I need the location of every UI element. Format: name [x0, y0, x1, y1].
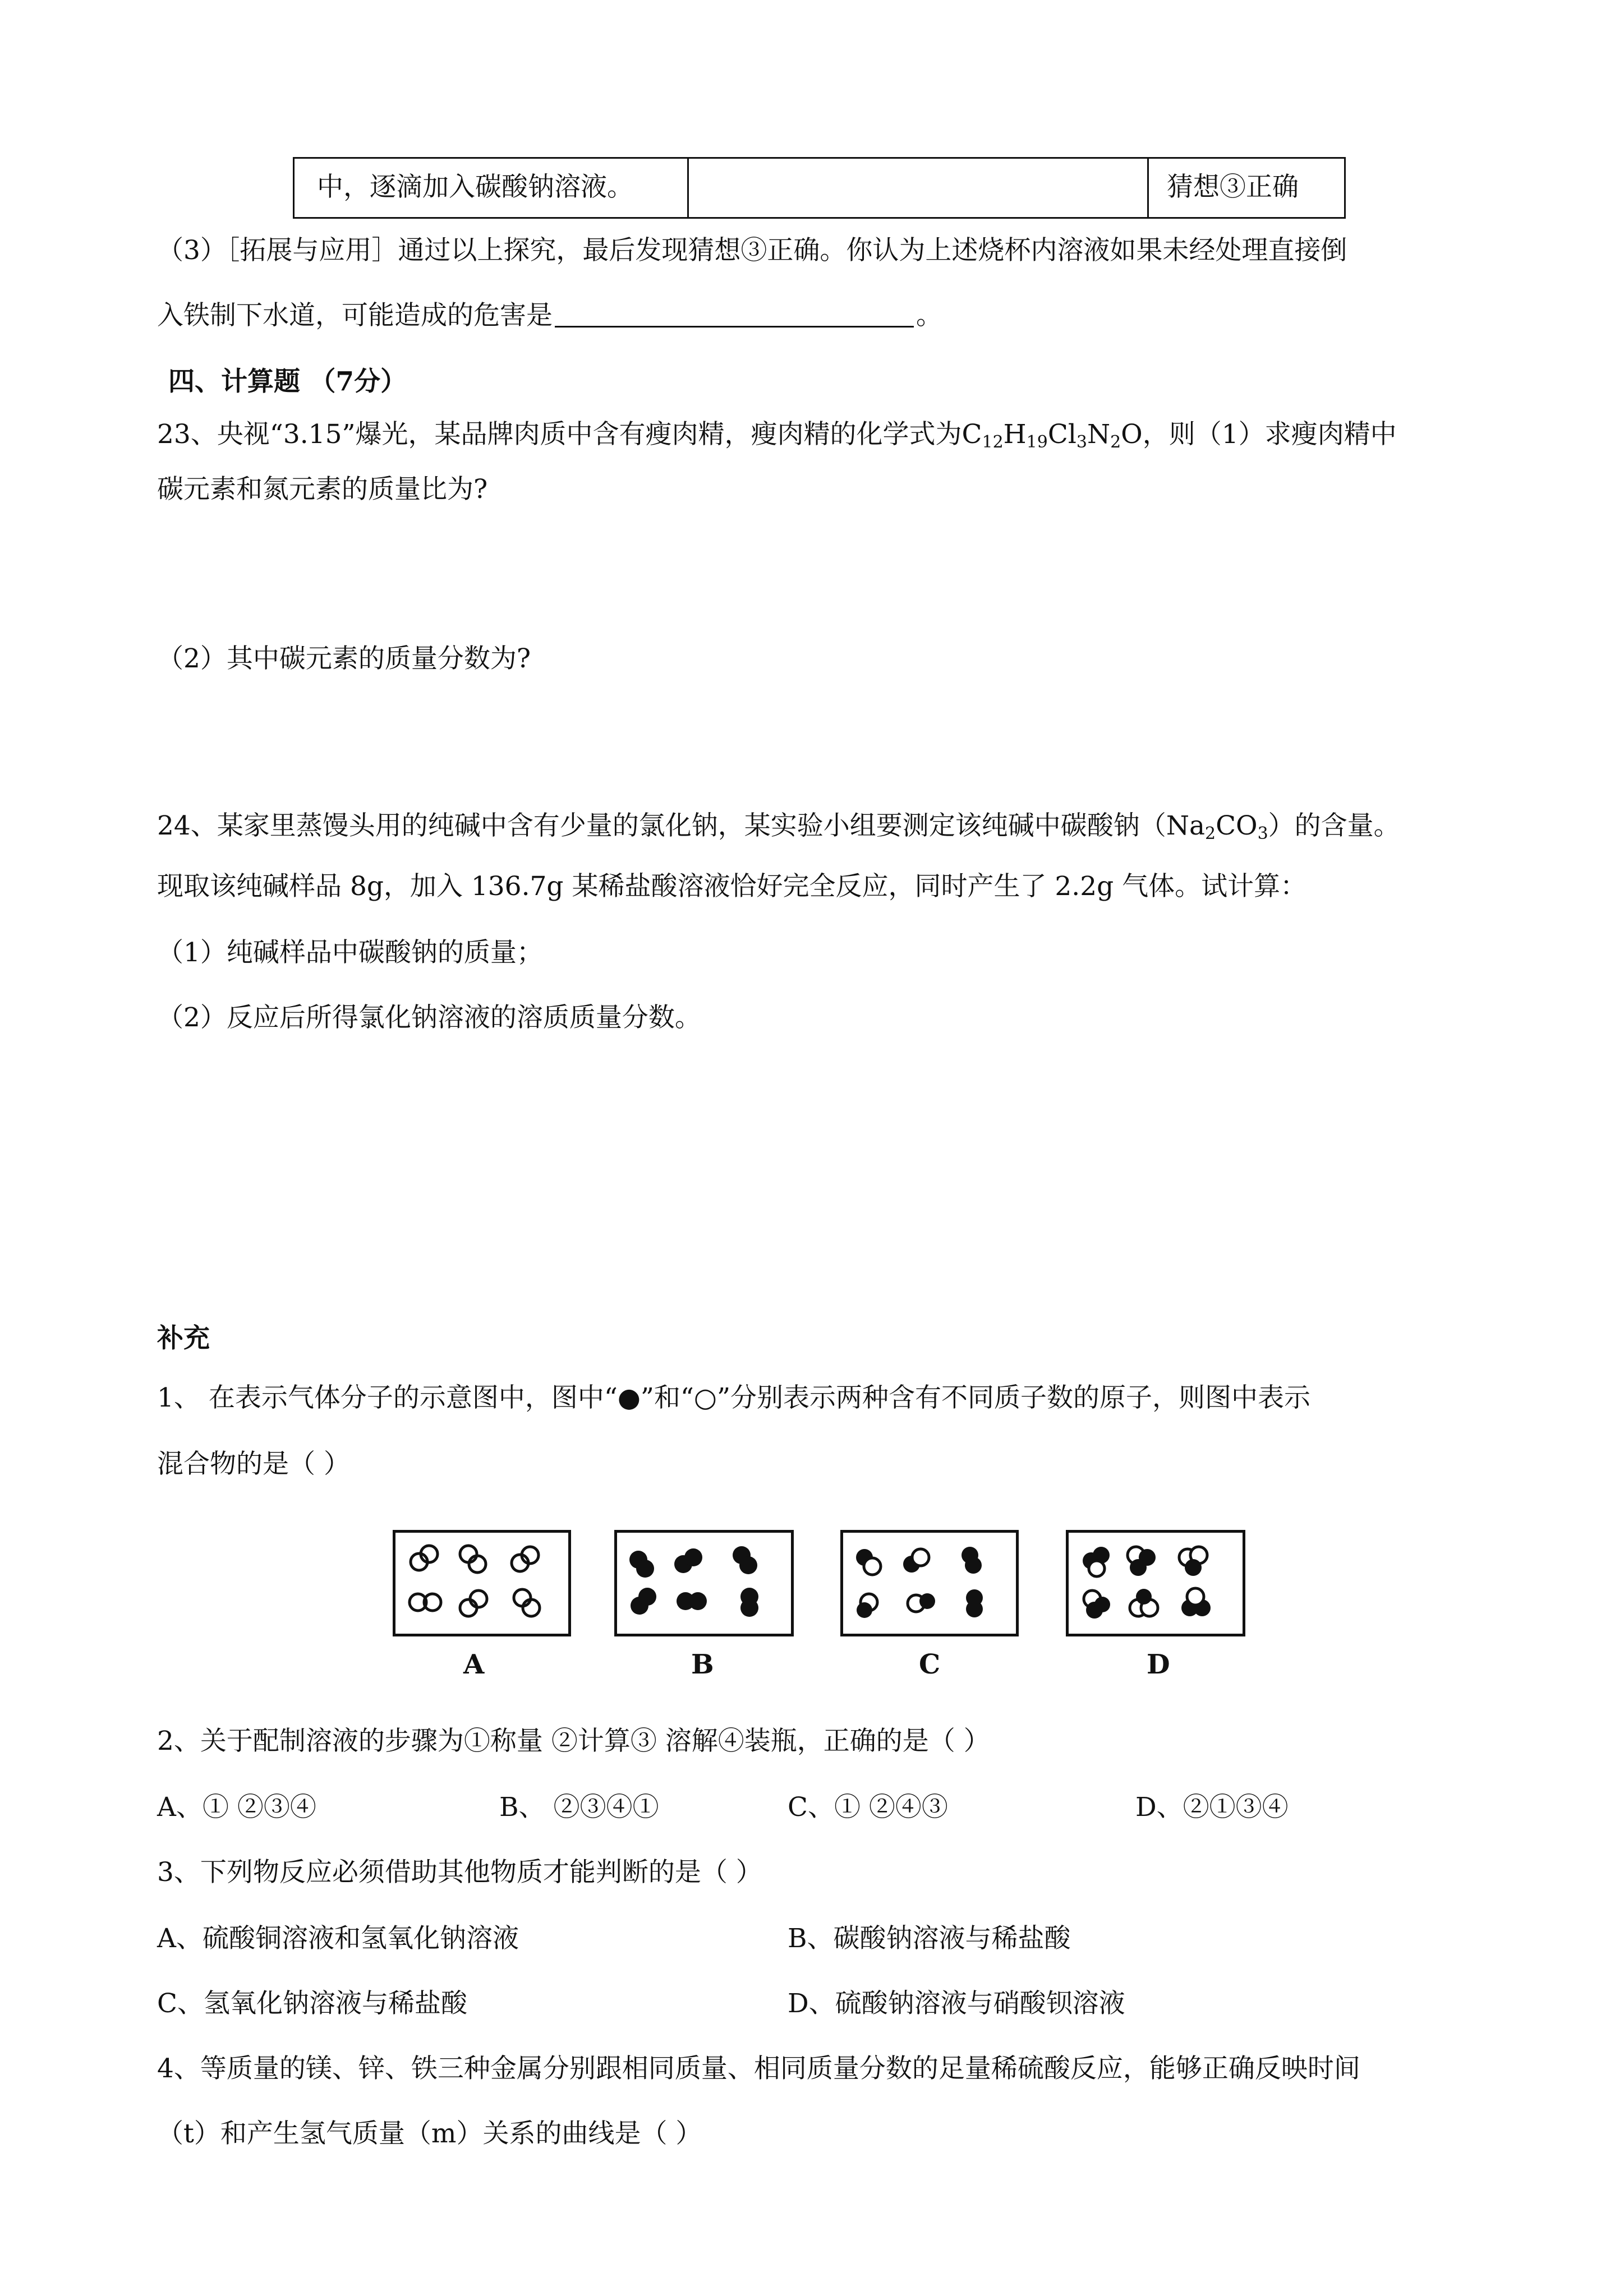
- q3-line-2-text: 入铁制下水道，可能造成的危害是: [157, 300, 553, 331]
- figure-label-a: A: [463, 1649, 485, 1680]
- q24-line-2: 现取该纯碱样品 8g，加入 136.7g 某稀盐酸溶液恰好完全反应，同时产生了 2.2g 气体。试计算：: [157, 871, 1307, 902]
- q23-line-2: 碳元素和氮元素的质量比为?: [157, 474, 488, 505]
- molecule-box-b: [614, 1530, 794, 1636]
- s2-option-c[interactable]: C、① ②④③: [788, 1792, 948, 1823]
- table-step-text: 中，逐滴加入碳酸钠溶液。: [317, 172, 633, 202]
- section-title-calculation: 四、计算题 （7分）: [168, 366, 407, 397]
- figure-label-d: D: [1147, 1649, 1170, 1680]
- molecule-box-a: [393, 1530, 571, 1636]
- s2-option-b[interactable]: B、 ②③④①: [499, 1792, 659, 1823]
- s2-stem: 2、关于配制溶液的步骤为①称量 ②计算③ 溶解④装瓶，正确的是（ ）: [157, 1726, 990, 1756]
- q23-line-1: [157, 416, 1397, 453]
- q24-line-1-end: ）的含量。: [1268, 810, 1400, 841]
- s3-option-d[interactable]: D、硫酸钠溶液与硝酸钡溶液: [788, 1988, 1125, 2019]
- molecule-diagram-b: [617, 1533, 791, 1634]
- experiment-table-row: [293, 157, 1346, 219]
- chemical-formula-clenbuterol: $C_{12}H_{19}Cl_3N_2O$: [961, 419, 1143, 452]
- q23-part-2: （2）其中碳元素的质量分数为?: [157, 643, 531, 674]
- s3-stem: 3、下列物反应必须借助其他物质才能判断的是（ ）: [157, 1857, 762, 1888]
- q3-line-1: （3）［拓展与应用］通过以上探究，最后发现猜想③正确。你认为上述烧杯内溶液如果未经处理直接倒: [157, 235, 1347, 266]
- table-cell-step: [295, 159, 689, 217]
- s2-option-d[interactable]: D、②①③④: [1135, 1792, 1289, 1823]
- s3-option-a[interactable]: A、硫酸铜溶液和氢氧化钠溶液: [157, 1923, 519, 1954]
- chemical-formula-sodium-carbonate: $Na_2CO_3$: [1166, 810, 1268, 843]
- molecule-diagram-c: [843, 1533, 1016, 1634]
- q23-line-1-end: ，则（1）求瘦肉精中: [1142, 419, 1397, 450]
- q24-part-1: （1）纯碱样品中碳酸钠的质量；: [157, 937, 543, 968]
- molecule-diagram-a: [395, 1533, 568, 1634]
- supplement-title: 补充: [157, 1323, 210, 1354]
- figure-label-b: B: [691, 1649, 714, 1680]
- q24-line-1-text: 24、某家里蒸馒头用的纯碱中含有少量的氯化钠，某实验小组要测定该纯碱中碳酸钠（: [157, 810, 1166, 841]
- answer-blank[interactable]: [555, 300, 914, 328]
- table-cell-conclusion: [1149, 159, 1344, 217]
- molecule-diagram-d: [1069, 1533, 1243, 1634]
- q3-line-2: [157, 297, 942, 334]
- figure-label-c: C: [919, 1649, 941, 1680]
- table-cell-phenomenon: [689, 159, 1149, 217]
- s4-line-2: （t）和产生氢气质量（m）关系的曲线是（ ）: [157, 2118, 702, 2149]
- s3-option-c[interactable]: C、氢氧化钠溶液与稀盐酸: [157, 1988, 467, 2019]
- molecule-box-c: [840, 1530, 1019, 1636]
- q3-line-2-end: 。: [916, 300, 942, 331]
- s4-line-1: 4、等质量的镁、锌、铁三种金属分别跟相同质量、相同质量分数的足量稀硫酸反应，能够正确反映时间: [157, 2053, 1360, 2084]
- s1-line-2: 混合物的是（ ）: [157, 1449, 350, 1479]
- s1-line-1: 1、 在表示气体分子的示意图中，图中“●”和“○”分别表示两种含有不同质子数的原子，则图中表示: [157, 1382, 1310, 1413]
- q24-line-1: [157, 808, 1400, 845]
- s3-option-b[interactable]: B、碳酸钠溶液与稀盐酸: [788, 1923, 1071, 1954]
- q24-part-2: （2）反应后所得氯化钠溶液的溶质质量分数。: [157, 1002, 701, 1033]
- q23-line-1-text: 23、央视“3.15”爆光，某品牌肉质中含有瘦肉精，瘦肉精的化学式为: [157, 419, 962, 450]
- molecule-box-d: [1066, 1530, 1245, 1636]
- table-conclusion-text: 猜想③正确: [1167, 172, 1299, 202]
- s2-option-a[interactable]: A、① ②③④: [157, 1792, 316, 1823]
